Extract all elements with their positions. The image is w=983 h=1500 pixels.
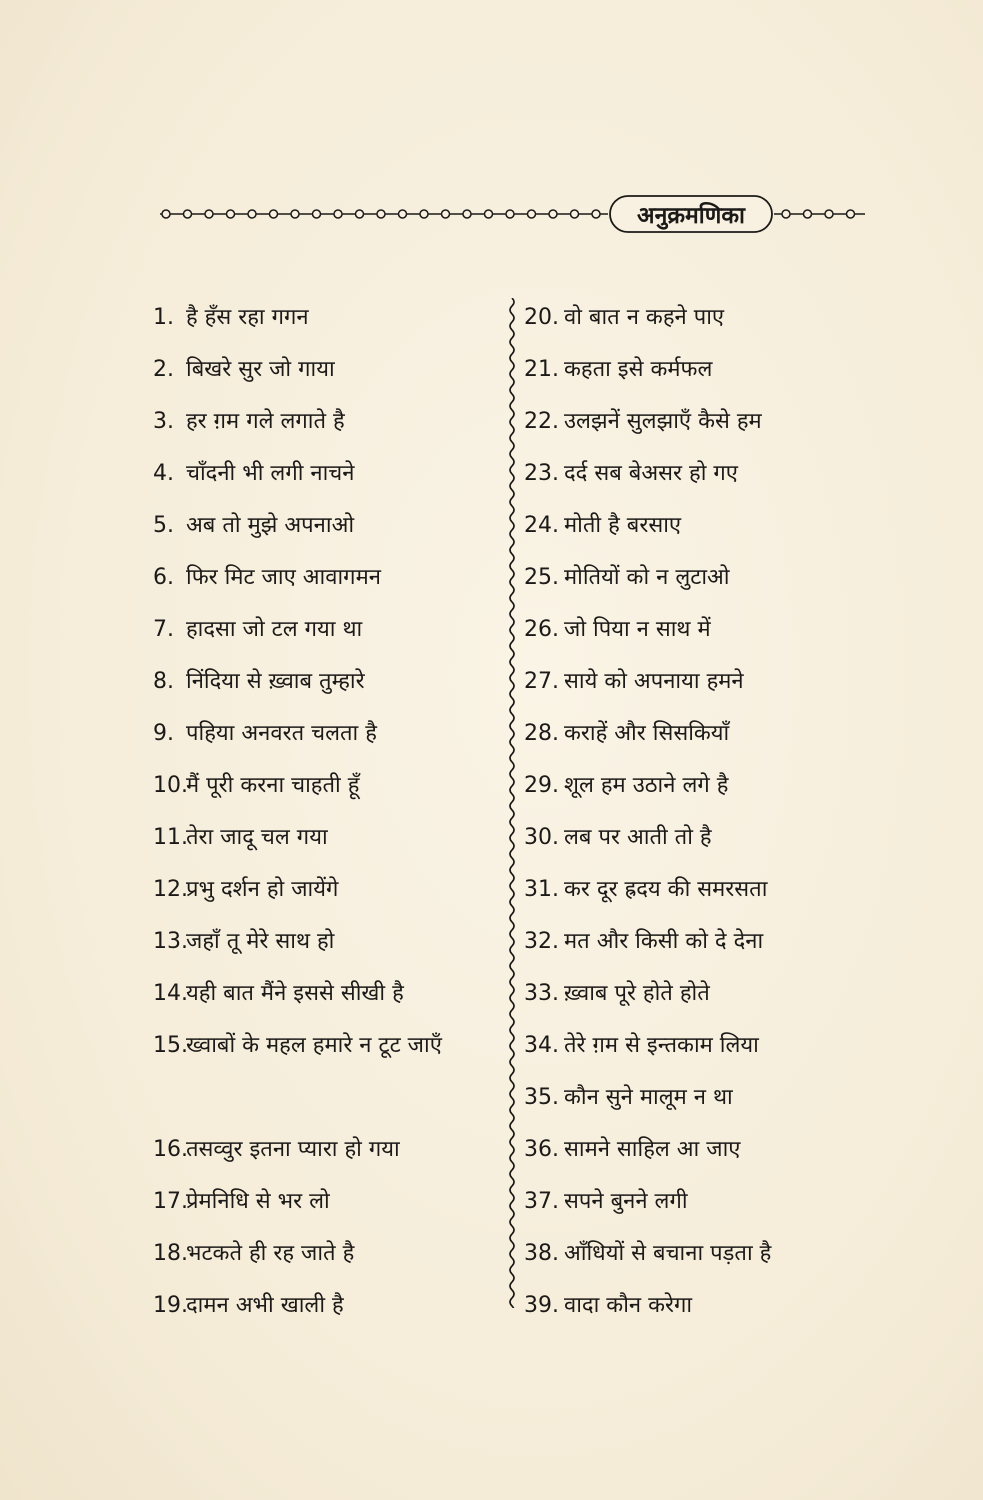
- entry-title: फिर मिट जाए आवागमन: [186, 565, 381, 590]
- entry-number: 38.: [524, 1241, 559, 1266]
- entry-number: 6.: [153, 565, 174, 590]
- header-ornament: [160, 192, 865, 236]
- entry-title: यही बात मैंने इससे सीखी है: [186, 981, 404, 1006]
- entry-title: बिखरे सुर जो गाया: [186, 357, 335, 382]
- entry-number: 8.: [153, 669, 174, 694]
- chain-ring: [227, 210, 235, 218]
- toc-left-column: [153, 292, 498, 1332]
- toc-entry: [153, 344, 498, 396]
- entry-title: जो पिया न साथ में: [564, 617, 711, 642]
- toc-entry: [524, 1228, 854, 1280]
- entry-number: 22.: [524, 409, 559, 434]
- entry-number: 29.: [524, 773, 559, 798]
- entry-number: 4.: [153, 461, 174, 486]
- entry-title: प्रभु दर्शन हो जायेंगे: [186, 877, 339, 902]
- entry-number: 11.: [153, 825, 188, 850]
- entry-title: तेरा जादू चल गया: [186, 825, 328, 850]
- chain-ring: [399, 210, 407, 218]
- entry-number: 23.: [524, 461, 559, 486]
- chain-ring: [248, 210, 256, 218]
- toc-entry: [153, 552, 498, 604]
- toc-entry: [153, 1280, 498, 1332]
- entry-title: कराहें और सिसकियाँ: [564, 721, 730, 746]
- toc-entry: [524, 448, 854, 500]
- toc-entry: [153, 500, 498, 552]
- entry-number: 34.: [524, 1033, 559, 1058]
- toc-entry: [524, 396, 854, 448]
- entry-number: 16.: [153, 1137, 188, 1162]
- chain-ring: [313, 210, 321, 218]
- entry-title: कर दूर ह्रदय की समरसता: [564, 877, 768, 902]
- chain-ring: [592, 210, 600, 218]
- entry-title: सपने बुनने लगी: [564, 1189, 688, 1214]
- entry-number: 19.: [153, 1293, 188, 1318]
- toc-entry: [524, 760, 854, 812]
- entry-title: पहिया अनवरत चलता है: [186, 721, 377, 746]
- toc-entry: [153, 396, 498, 448]
- entry-title: मोती है बरसाए: [564, 513, 682, 538]
- toc-entry: [524, 500, 854, 552]
- chain-ring: [506, 210, 514, 218]
- entry-title: आँधियों से बचाना पड़ता है: [564, 1241, 772, 1266]
- toc-entry: [153, 604, 498, 656]
- chain-ring: [463, 210, 471, 218]
- entry-number: 12.: [153, 877, 188, 902]
- toc-entry: [524, 552, 854, 604]
- entry-number: 36.: [524, 1137, 559, 1162]
- entry-title: चाँदनी भी लगी नाचने: [186, 461, 355, 486]
- entry-title: हादसा जो टल गया था: [186, 617, 363, 642]
- toc-entry: [524, 344, 854, 396]
- toc-entry: [524, 1124, 854, 1176]
- entry-number: 30.: [524, 825, 559, 850]
- toc-entry: [153, 656, 498, 708]
- entry-title: ख्वाबों के महल हमारे न टूट जाएँ: [186, 1033, 442, 1058]
- entry-title: तेरे ग़म से इन्तकाम लिया: [564, 1033, 759, 1058]
- entry-title: कौन सुने मालूम न था: [564, 1085, 733, 1110]
- entry-title: जहाँ तू मेरे साथ हो: [186, 929, 335, 954]
- entry-title: सामने साहिल आ जाए: [564, 1137, 741, 1162]
- toc-entry: [153, 448, 498, 500]
- toc-entry: [524, 292, 854, 344]
- entry-number: 2.: [153, 357, 174, 382]
- chain-ring: [528, 210, 536, 218]
- entry-title: है हँस रहा गगन: [186, 305, 309, 330]
- toc-entry: [524, 1176, 854, 1228]
- toc-entry: [153, 864, 498, 916]
- entry-number: 33.: [524, 981, 559, 1006]
- chain-ring: [571, 210, 579, 218]
- entry-title: वादा कौन करेगा: [564, 1293, 693, 1318]
- chain-ring: [549, 210, 557, 218]
- toc-entry: [153, 968, 498, 1020]
- toc-entry: [153, 1020, 498, 1124]
- toc-entry: [524, 1280, 854, 1332]
- entry-number: 28.: [524, 721, 559, 746]
- entry-title: मोतियों को न लुटाओ: [564, 565, 730, 590]
- toc-entry: [524, 916, 854, 968]
- entry-title: लब पर आती तो है: [564, 825, 712, 850]
- entry-title: उलझनें सुलझाएँ कैसे हम: [564, 409, 762, 434]
- entry-number: 15.: [153, 1033, 188, 1058]
- entry-number: 39.: [524, 1293, 559, 1318]
- toc-entry: [153, 760, 498, 812]
- toc-entry: [153, 1228, 498, 1280]
- entry-number: 5.: [153, 513, 174, 538]
- entry-number: 37.: [524, 1189, 559, 1214]
- chain-ring: [485, 210, 493, 218]
- toc-entry: [153, 916, 498, 968]
- entry-number: 32.: [524, 929, 559, 954]
- chain-ring: [162, 210, 170, 218]
- entry-number: 21.: [524, 357, 559, 382]
- chain-ring: [270, 210, 278, 218]
- toc-entry: [524, 1020, 854, 1072]
- entry-title: दर्द सब बेअसर हो गए: [564, 461, 738, 486]
- chain-ring: [847, 210, 855, 218]
- toc-entry: [524, 604, 854, 656]
- chain-ring: [184, 210, 192, 218]
- chain-ring: [804, 210, 812, 218]
- entry-number: 13.: [153, 929, 188, 954]
- chain-ring: [334, 210, 342, 218]
- chain-ring: [825, 210, 833, 218]
- entry-title: ख़्वाब पूरे होते होते: [564, 981, 710, 1006]
- entry-title: शूल हम उठाने लगे है: [564, 773, 729, 798]
- entry-title: दामन अभी खाली है: [186, 1293, 344, 1318]
- entry-number: 17.: [153, 1189, 188, 1214]
- toc-entry: [153, 1124, 498, 1176]
- entry-number: 1.: [153, 305, 174, 330]
- entry-number: 24.: [524, 513, 559, 538]
- entry-title: भटकते ही रह जाते है: [186, 1241, 355, 1266]
- toc-entry: [524, 968, 854, 1020]
- entry-title: मत और किसी को दे देना: [564, 929, 764, 954]
- entry-number: 9.: [153, 721, 174, 746]
- entry-title: निंदिया से ख़्वाब तुम्हारे: [186, 669, 365, 694]
- toc-entry: [524, 656, 854, 708]
- chain-ring: [420, 210, 428, 218]
- entry-number: 14.: [153, 981, 188, 1006]
- entry-number: 31.: [524, 877, 559, 902]
- entry-number: 27.: [524, 669, 559, 694]
- entry-number: 7.: [153, 617, 174, 642]
- entry-title: कहता इसे कर्मफल: [564, 357, 713, 382]
- entry-number: 20.: [524, 305, 559, 330]
- toc-entry: [524, 864, 854, 916]
- entry-title: तसव्वुर इतना प्यारा हो गया: [186, 1137, 400, 1162]
- chain-ring: [782, 210, 790, 218]
- entry-title: प्रेमनिधि से भर लो: [186, 1189, 330, 1214]
- toc-entry: [153, 708, 498, 760]
- entry-number: 26.: [524, 617, 559, 642]
- toc-entry: [524, 708, 854, 760]
- entry-title: वो बात न कहने पाए: [564, 305, 725, 330]
- toc-right-column: [524, 292, 854, 1332]
- toc-entry: [524, 812, 854, 864]
- toc-entry: [153, 812, 498, 864]
- entry-title: मैं पूरी करना चाहती हूँ: [186, 773, 360, 798]
- toc-entry: [153, 292, 498, 344]
- chain-ring: [377, 210, 385, 218]
- entry-number: 3.: [153, 409, 174, 434]
- toc-entry: [153, 1176, 498, 1228]
- entry-number: 35.: [524, 1085, 559, 1110]
- entry-title: हर ग़म गले लगाते है: [186, 409, 345, 434]
- chain-ring: [442, 210, 450, 218]
- toc-entry: [524, 1072, 854, 1124]
- chain-ring: [356, 210, 364, 218]
- chain-ring: [291, 210, 299, 218]
- entry-title: साये को अपनाया हमने: [564, 669, 744, 694]
- entry-number: 18.: [153, 1241, 188, 1266]
- entry-number: 10.: [153, 773, 188, 798]
- page-title: अनुक्रमणिका: [637, 203, 745, 229]
- divider-wave: [510, 298, 514, 1308]
- chain-ring: [205, 210, 213, 218]
- wavy-divider: [500, 298, 524, 1308]
- entry-number: 25.: [524, 565, 559, 590]
- entry-title: अब तो मुझे अपनाओ: [186, 513, 355, 538]
